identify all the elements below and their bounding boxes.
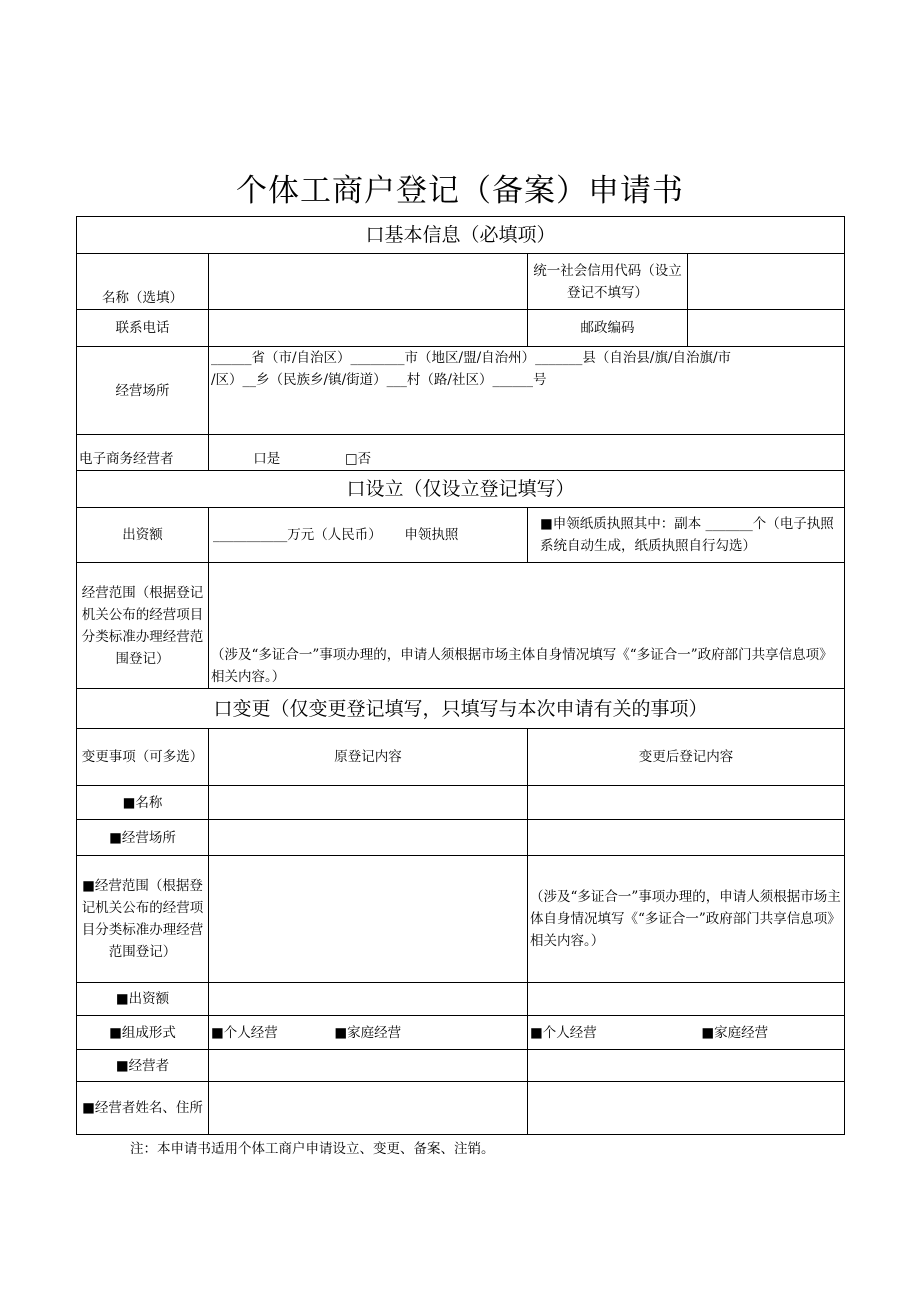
place-address-line2: /区）__乡（民族乡/镇/街道）___村（路/社区）______号 [211, 372, 547, 388]
change-operator-original[interactable] [209, 1050, 528, 1082]
name-label: 名称（选填） [77, 254, 209, 310]
change-operator-info-original[interactable] [209, 1082, 528, 1135]
change-form-new [528, 1016, 845, 1050]
footnote: 注：本申请书适用个体工商户申请设立、变更、备案、注销。 [130, 1141, 495, 1157]
credit-code-field[interactable] [688, 254, 845, 310]
form-family-original[interactable]: ■家庭经营 [334, 1024, 402, 1041]
change-operator-new[interactable] [528, 1050, 845, 1082]
original-content-header: 原登记内容 [209, 729, 528, 786]
section-establish-header: 口设立（仅设立登记填写） [77, 471, 845, 508]
capital-field[interactable] [209, 508, 528, 563]
section-change-header: 口变更（仅变更登记填写，只填写与本次申请有关的事项） [77, 689, 845, 729]
change-operator-info-checkbox[interactable]: ■经营者姓名、住所 [77, 1082, 209, 1135]
change-scope-new[interactable]: （涉及“多证合一”事项办理的，申请人须根据市场主体自身情况填写《“多证合一”政府部门共享信息项》相关内容。） [528, 856, 845, 983]
license-field[interactable]: ■申领纸质执照其中：副本 _______个（电子执照系统自动生成，纸质执照自行勾选） [528, 508, 845, 563]
change-scope-original[interactable] [209, 856, 528, 983]
ecommerce-yes-checkbox[interactable]: 口是 [253, 451, 281, 467]
form-individual-new[interactable]: ■个人经营 [530, 1024, 597, 1041]
change-place-checkbox[interactable]: ■经营场所 [77, 820, 209, 856]
ecommerce-options [209, 435, 845, 471]
section-basic-header: 口基本信息（必填项） [77, 217, 845, 254]
phone-label: 联系电话 [77, 310, 209, 347]
postal-code-field[interactable] [688, 310, 845, 347]
place-field[interactable] [209, 347, 845, 435]
change-capital-new[interactable] [528, 983, 845, 1016]
scope-field[interactable]: （涉及“多证合一”事项办理的，申请人须根据市场主体自身情况填写《“多证合一”政府部门共享信息项》相关内容。） [209, 563, 845, 689]
ecommerce-label: 电子商务经营者 [77, 435, 209, 471]
place-label: 经营场所 [77, 347, 209, 435]
credit-code-label: 统一社会信用代码（设立登记不填写） [528, 254, 688, 310]
change-form-checkbox[interactable]: ■组成形式 [77, 1016, 209, 1050]
postal-code-label: 邮政编码 [528, 310, 688, 347]
scope-label: 经营范围（根据登记机关公布的经营项目分类标准办理经营范围登记） [77, 563, 209, 689]
change-name-original[interactable] [209, 786, 528, 820]
change-operator-checkbox[interactable]: ■经营者 [77, 1050, 209, 1082]
change-item-label: 变更事项（可多选） [77, 729, 209, 786]
name-field[interactable] [209, 254, 528, 310]
form-individual-original[interactable]: ■个人经营 [211, 1024, 278, 1041]
capital-value: ___________万元（人民币） [213, 527, 382, 543]
change-capital-original[interactable] [209, 983, 528, 1016]
capital-label: 出资额 [77, 508, 209, 563]
change-scope-checkbox[interactable]: ■经营范围（根据登记机关公布的经营项目分类标准办理经营范围登记） [77, 856, 209, 983]
place-address-line1: ______省（市/自治区）________市（地区/盟/自治州）_______县（自治县/旗/自治旗/市 [211, 350, 732, 366]
document-title: 个体工商户登记（备案）申请书 [236, 173, 684, 209]
change-capital-checkbox[interactable]: ■出资额 [77, 983, 209, 1016]
change-name-new[interactable] [528, 786, 845, 820]
change-place-new[interactable] [528, 820, 845, 856]
change-form-original [209, 1016, 528, 1050]
ecommerce-no-checkbox[interactable]: □否 [344, 451, 372, 467]
change-place-original[interactable] [209, 820, 528, 856]
license-label: 申领执照 [404, 527, 459, 543]
application-form-table [76, 216, 845, 1135]
new-content-header: 变更后登记内容 [528, 729, 845, 786]
phone-field[interactable] [209, 310, 528, 347]
form-family-new[interactable]: ■家庭经营 [701, 1024, 769, 1041]
change-name-checkbox[interactable]: ■名称 [77, 786, 209, 820]
change-operator-info-new[interactable] [528, 1082, 845, 1135]
